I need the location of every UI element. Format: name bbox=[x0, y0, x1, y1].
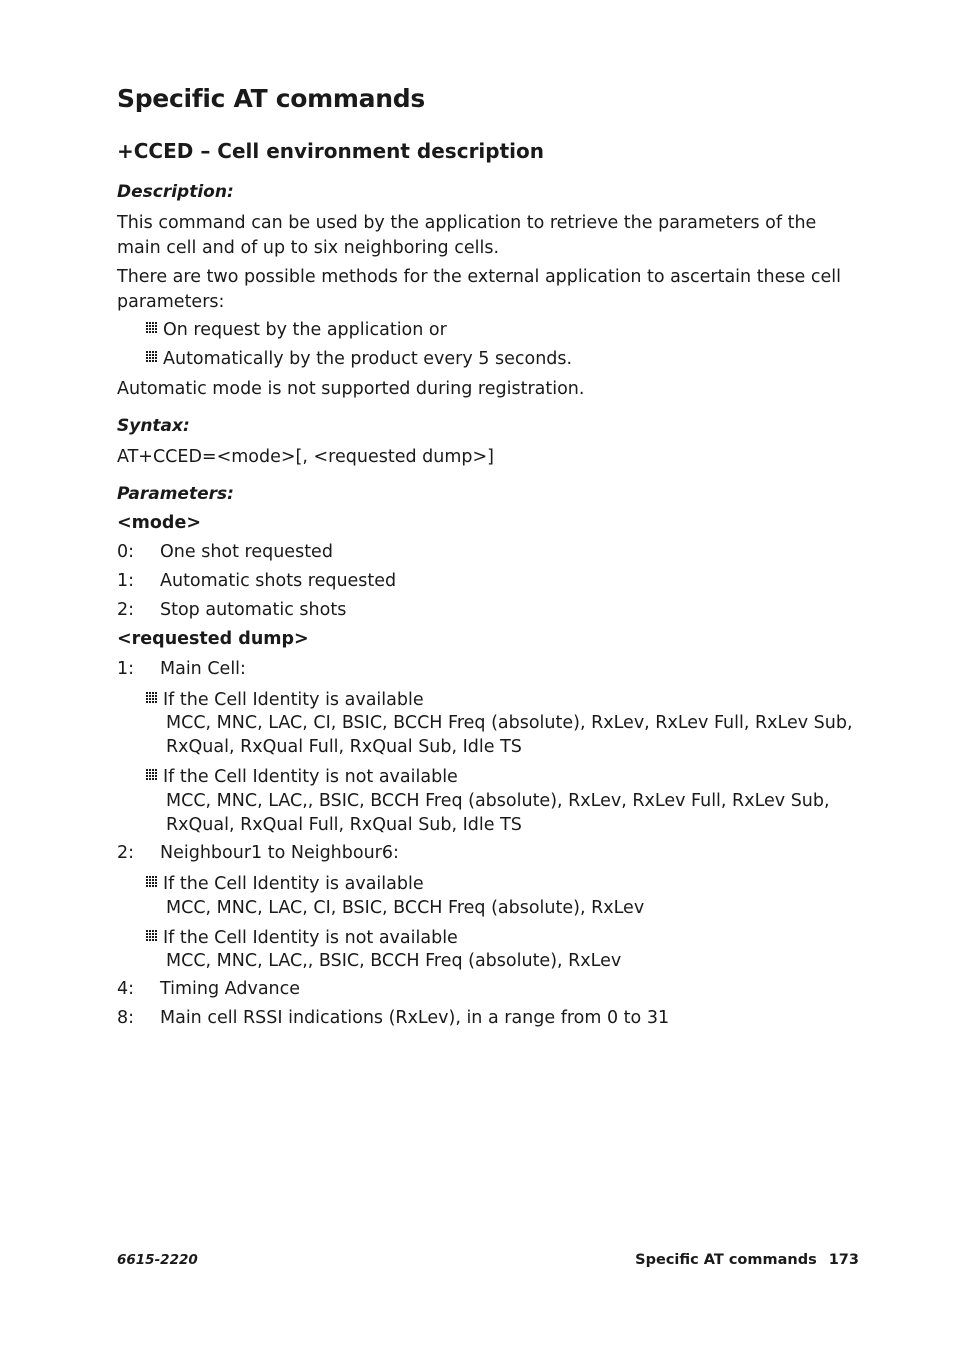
description-heading: Description: bbox=[117, 182, 234, 202]
mode-label: <mode> bbox=[117, 513, 201, 533]
description-paragraph-2: There are two possible methods for the external application to ascertain these cell parameters: bbox=[117, 267, 841, 312]
requested-dump-label: <requested dump> bbox=[117, 629, 309, 649]
bullet-detail: RxQual, RxQual Full, RxQual Sub, Idle TS bbox=[166, 815, 522, 835]
mode-item: 0: One shot requested bbox=[117, 542, 333, 562]
bullet-item: On request by the application or bbox=[146, 318, 447, 343]
page-title: Specific AT commands bbox=[117, 84, 425, 113]
bullet-detail: RxQual, RxQual Full, RxQual Sub, Idle TS bbox=[166, 737, 522, 757]
page-number: 173 bbox=[828, 1252, 859, 1268]
bullet-icon bbox=[146, 930, 158, 942]
mode-item: 1: Automatic shots requested bbox=[117, 571, 397, 591]
bullet-icon bbox=[146, 351, 158, 363]
syntax-text: AT+CCED=<mode>[, <requested dump>] bbox=[117, 447, 494, 467]
bullet-item: Automatically by the product every 5 seconds. bbox=[146, 347, 572, 372]
bullet-item: If the Cell Identity is available bbox=[146, 872, 424, 897]
bullet-icon bbox=[146, 322, 158, 334]
bullet-icon bbox=[146, 692, 158, 704]
bullet-detail: MCC, MNC, LAC, CI, BSIC, BCCH Freq (absolute), RxLev, RxLev Full, RxLev Sub, bbox=[166, 713, 853, 733]
dump-item: 1: Main Cell: bbox=[117, 659, 246, 679]
footer-doc-number: 6615-2220 bbox=[117, 1252, 198, 1268]
bullet-detail: MCC, MNC, LAC,, BSIC, BCCH Freq (absolute), RxLev bbox=[166, 951, 622, 971]
parameters-heading: Parameters: bbox=[117, 484, 234, 504]
footer-section: Specific AT commands 173 bbox=[635, 1252, 859, 1268]
bullet-icon bbox=[146, 876, 158, 888]
dump-item: 8: Main cell RSSI indications (RxLev), in a range from 0 to 31 bbox=[117, 1008, 670, 1028]
dump-item: 4: Timing Advance bbox=[117, 979, 301, 999]
description-note: Automatic mode is not supported during registration. bbox=[117, 379, 585, 399]
bullet-item: If the Cell Identity is not available bbox=[146, 765, 458, 790]
description-paragraph-1: This command can be used by the application to retrieve the parameters of the main cell and of up to six neighboring cells. bbox=[117, 213, 817, 258]
section-title: +CCED – Cell environment description bbox=[117, 139, 544, 163]
bullet-item: If the Cell Identity is not available bbox=[146, 926, 458, 951]
dump-item: 2: Neighbour1 to Neighbour6: bbox=[117, 843, 399, 863]
syntax-heading: Syntax: bbox=[117, 416, 190, 436]
bullet-detail: MCC, MNC, LAC,, BSIC, BCCH Freq (absolute), RxLev, RxLev Full, RxLev Sub, bbox=[166, 791, 830, 811]
bullet-icon bbox=[146, 769, 158, 781]
bullet-detail: MCC, MNC, LAC, CI, BSIC, BCCH Freq (absolute), RxLev bbox=[166, 898, 645, 918]
mode-item: 2: Stop automatic shots bbox=[117, 600, 347, 620]
bullet-item: If the Cell Identity is available bbox=[146, 688, 424, 713]
